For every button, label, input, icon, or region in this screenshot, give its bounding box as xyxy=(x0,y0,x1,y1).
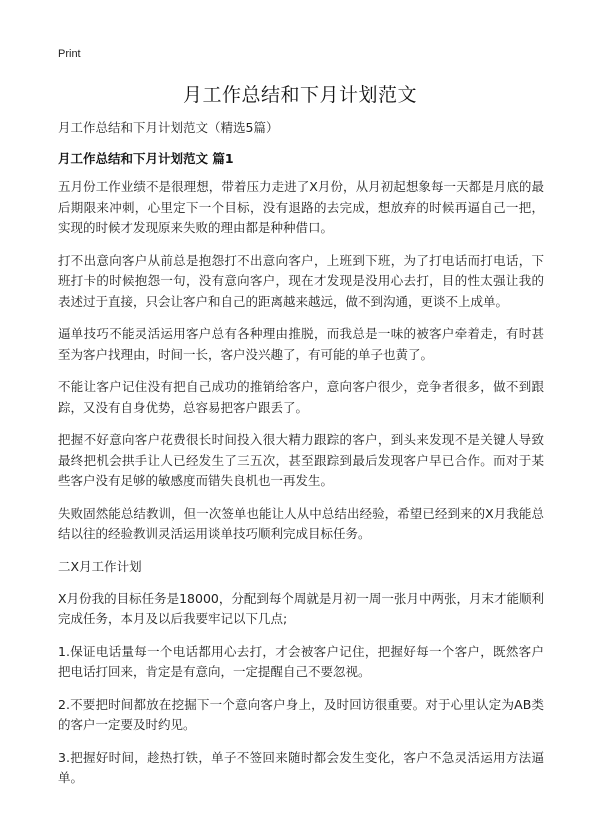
paragraph: 五月份工作业绩不是很理想，带着压力走进了X月份，从月初起想象每一天都是月底的最后期限来冲刺，心里定下一个目标，没有退路的去完成，想放弃的时候再逼自己一把，实现的时候才发现原来失败的理由都是种种借口。 xyxy=(58,179,544,235)
print-link[interactable]: Print xyxy=(58,48,81,60)
paragraph: 不能让客户记住没有把自己成功的推销给客户，意向客户很少，竞争者很多，做不到跟踪，又没有自身优势，总容易把客户跟丢了。 xyxy=(58,379,544,415)
paragraph: 打不出意向客户从前总是抱怨打不出意向客户，上班到下班，为了打电话而打电话，下班打卡的时候抱怨一句，没有意向客户，现在才发现是没用心去打，目的性太强让我的表述过于直接，只会让客户和自己的距离越来越远，做不到沟通，更谈不上成单。 xyxy=(58,252,544,309)
paragraph: 把握不好意向客户花费很长时间投入很大精力跟踪的客户，到头来发现不是关键人导致最终把机会拱手让人已经发生了三五次，甚至跟踪到最后发现客户早已合作。而对于某些客户没有足够的敏感度而错失良机也一再发生。 xyxy=(58,432,544,488)
paragraph: 失败固然能总结教训，但一次签单也能让人从中总结出经验，希望已经到来的X月我能总结以往的经验教训灵活运用谈单技巧顺利完成目标任务。 xyxy=(58,505,544,541)
section-heading: 月工作总结和下月计划范文 篇1 xyxy=(58,151,234,166)
document-body xyxy=(58,118,544,801)
page-title: 月工作总结和下月计划范文 xyxy=(182,84,417,106)
paragraph: 逼单技巧不能灵活运用客户总有各种理由推脱，而我总是一味的被客户牵着走，有时甚至为客户找理由，时间一长，客户没兴趣了，有可能的单子也黄了。 xyxy=(58,326,544,362)
document-subtitle: 月工作总结和下月计划范文（精选5篇） xyxy=(58,120,279,135)
plan-heading: 二X月工作计划 xyxy=(58,558,142,574)
plan-paragraph: 1.保证电话量每一个电话都用心去打，才会被客户记住，把握好每一个客户，既然客户把电话打回来，肯定是有意向，一定提醒自己不要忽视。 xyxy=(58,643,544,679)
plan-paragraph: 2.不要把时间都放在挖掘下一个意向客户身上，及时回访很重要。对于心里认定为AB类的客户一定要及时约见。 xyxy=(58,696,544,732)
plan-paragraph: 3.把握好时间，趁热打铁，单子不签回来随时都会发生变化，客户不急灵活运用方法逼单。 xyxy=(58,749,544,785)
plan-paragraph: X月份我的目标任务是18000，分配到每个周就是月初一周一张月中两张，月末才能顺利完成任务，本月及以后我要牢记以下几点; xyxy=(58,590,544,626)
